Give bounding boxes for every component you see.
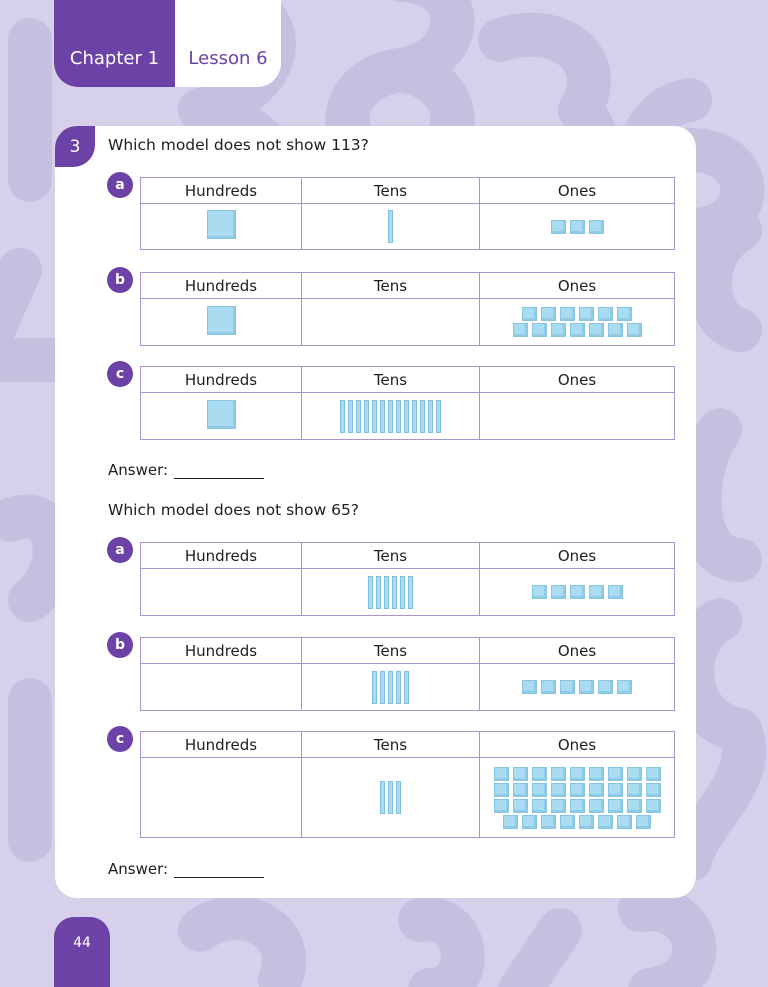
ones-cube — [598, 307, 613, 321]
answer-line — [108, 461, 264, 479]
ones-cube-row — [480, 782, 674, 798]
ones-cube — [579, 815, 594, 829]
option-badge-b: b — [107, 632, 133, 658]
ones-cube-row — [480, 798, 674, 814]
ones-cube — [532, 783, 547, 797]
answer-label: Answer: — [108, 461, 169, 479]
option-badge-b: b — [107, 267, 133, 293]
ones-cube — [532, 767, 547, 781]
ones-cube — [589, 220, 604, 234]
lesson-label: Lesson 6 — [188, 48, 268, 69]
ones-cube — [541, 307, 556, 321]
tens-rod-block — [372, 400, 377, 433]
tens-rod-block — [340, 400, 345, 433]
tens-rod-block — [436, 400, 441, 433]
answer-blank[interactable] — [174, 477, 264, 479]
column-header-tens: Tens — [302, 273, 480, 299]
chapter-lesson-tab — [54, 0, 281, 87]
ones-cube — [617, 680, 632, 694]
ones-cube — [617, 307, 632, 321]
tens-rod-block — [388, 400, 393, 433]
ones-cube — [570, 585, 585, 599]
ones-cube — [589, 799, 604, 813]
place-value-table — [140, 366, 675, 440]
ones-cube — [513, 323, 528, 337]
option-badge-a: a — [107, 537, 133, 563]
ones-cube — [503, 815, 518, 829]
tens-rod-block — [376, 576, 381, 609]
column-header-tens: Tens — [302, 543, 480, 569]
hundreds-flat-block — [207, 306, 236, 335]
column-header-hundreds: Hundreds — [141, 732, 302, 758]
ones-cube — [627, 767, 642, 781]
tens-rod-block — [396, 781, 401, 814]
ones-cube — [608, 783, 623, 797]
table-body-row — [141, 569, 675, 616]
ones-cube-row — [480, 766, 674, 782]
table-header-row — [141, 367, 675, 393]
ones-cube — [579, 307, 594, 321]
option-badge-c: c — [107, 361, 133, 387]
tens-cell — [302, 393, 480, 440]
ones-cube — [598, 815, 613, 829]
tens-rod-block — [404, 400, 409, 433]
page-number: 44 — [54, 917, 110, 987]
hundreds-cell — [141, 664, 302, 711]
question-number-badge: 3 — [55, 126, 95, 167]
ones-cube — [494, 783, 509, 797]
hundreds-flat-block — [207, 400, 236, 429]
ones-cube — [570, 767, 585, 781]
column-header-ones: Ones — [480, 543, 675, 569]
ones-cube — [560, 307, 575, 321]
tens-rod-block — [356, 400, 361, 433]
table-body-row — [141, 204, 675, 250]
ones-cell — [480, 569, 675, 616]
ones-cube — [494, 767, 509, 781]
ones-cube — [551, 799, 566, 813]
place-value-table — [140, 177, 675, 250]
ones-cube — [551, 783, 566, 797]
hundreds-cell — [141, 299, 302, 346]
tens-rod-block — [372, 671, 377, 704]
ones-cube — [551, 767, 566, 781]
ones-cube — [551, 220, 566, 234]
hundreds-flat-block — [207, 210, 236, 239]
column-header-hundreds: Hundreds — [141, 638, 302, 664]
column-header-hundreds: Hundreds — [141, 543, 302, 569]
ones-cube — [646, 783, 661, 797]
ones-cube — [513, 799, 528, 813]
table-header-row — [141, 178, 675, 204]
column-header-ones: Ones — [480, 638, 675, 664]
question-text: Which model does not show 113? — [108, 136, 369, 154]
table-body-row — [141, 299, 675, 346]
table-header-row — [141, 638, 675, 664]
tens-rod-block — [396, 671, 401, 704]
ones-cube — [551, 323, 566, 337]
tens-cell — [302, 664, 480, 711]
ones-cube — [532, 323, 547, 337]
ones-cube — [570, 323, 585, 337]
column-header-tens: Tens — [302, 638, 480, 664]
ones-cube — [513, 767, 528, 781]
tens-rod-block — [400, 576, 405, 609]
ones-cube — [598, 680, 613, 694]
tens-rod-block — [404, 671, 409, 704]
question-text: Which model does not show 65? — [108, 501, 360, 519]
hundreds-cell — [141, 569, 302, 616]
ones-cube — [608, 323, 623, 337]
ones-cube — [522, 307, 537, 321]
ones-cube — [608, 799, 623, 813]
table-body-row — [141, 393, 675, 440]
ones-cube — [589, 783, 604, 797]
ones-cell — [480, 204, 675, 250]
tens-rod-block — [380, 671, 385, 704]
ones-cube — [627, 799, 642, 813]
column-header-tens: Tens — [302, 732, 480, 758]
tens-rod-block — [388, 781, 393, 814]
answer-line — [108, 860, 264, 878]
place-value-table — [140, 637, 675, 711]
option-badge-a: a — [107, 172, 133, 198]
ones-cell — [480, 664, 675, 711]
tens-rod-block — [420, 400, 425, 433]
ones-cube — [617, 815, 632, 829]
ones-cube — [522, 815, 537, 829]
tens-rod-block — [388, 671, 393, 704]
tens-rod-block — [380, 781, 385, 814]
ones-cube — [513, 783, 528, 797]
column-header-ones: Ones — [480, 732, 675, 758]
tens-rod-block — [380, 400, 385, 433]
column-header-ones: Ones — [480, 273, 675, 299]
tens-rod-block — [348, 400, 353, 433]
chapter-label: Chapter 1 — [54, 0, 175, 87]
column-header-ones: Ones — [480, 178, 675, 204]
ones-cube — [541, 680, 556, 694]
ones-cube — [522, 680, 537, 694]
ones-cube — [646, 767, 661, 781]
table-header-row — [141, 273, 675, 299]
option-badge-c: c — [107, 726, 133, 752]
hundreds-cell — [141, 393, 302, 440]
ones-cube — [608, 585, 623, 599]
ones-cell — [480, 393, 675, 440]
ones-cube — [570, 799, 585, 813]
ones-cube-row — [480, 219, 674, 235]
ones-cube — [646, 799, 661, 813]
tens-rod-block — [428, 400, 433, 433]
place-value-table — [140, 272, 675, 346]
tens-cell — [302, 204, 480, 250]
tens-rod-block — [368, 576, 373, 609]
tens-cell — [302, 299, 480, 346]
tens-rod-block — [392, 576, 397, 609]
column-header-tens: Tens — [302, 367, 480, 393]
ones-cube — [627, 323, 642, 337]
tens-rod-block — [388, 210, 393, 243]
ones-cube — [570, 220, 585, 234]
column-header-hundreds: Hundreds — [141, 273, 302, 299]
tens-rod-block — [364, 400, 369, 433]
ones-cube-row — [480, 679, 674, 695]
table-body-row — [141, 758, 675, 838]
ones-cell — [480, 299, 675, 346]
ones-cube — [589, 323, 604, 337]
tens-cell — [302, 569, 480, 616]
column-header-hundreds: Hundreds — [141, 367, 302, 393]
ones-cube — [570, 783, 585, 797]
hundreds-cell — [141, 204, 302, 250]
ones-cube — [532, 799, 547, 813]
column-header-ones: Ones — [480, 367, 675, 393]
column-header-hundreds: Hundreds — [141, 178, 302, 204]
ones-cube — [560, 815, 575, 829]
place-value-table — [140, 542, 675, 616]
ones-cube — [608, 767, 623, 781]
ones-cube — [560, 680, 575, 694]
ones-cube — [579, 680, 594, 694]
ones-cube — [541, 815, 556, 829]
table-header-row — [141, 543, 675, 569]
hundreds-cell — [141, 758, 302, 838]
column-header-tens: Tens — [302, 178, 480, 204]
tens-cell — [302, 758, 480, 838]
tens-rod-block — [396, 400, 401, 433]
tens-rod-block — [384, 576, 389, 609]
ones-cube — [636, 815, 651, 829]
tens-rod-block — [408, 576, 413, 609]
ones-cube — [589, 767, 604, 781]
ones-cube — [589, 585, 604, 599]
answer-blank[interactable] — [174, 876, 264, 878]
ones-cube-row — [480, 814, 674, 830]
place-value-table — [140, 731, 675, 838]
answer-label: Answer: — [108, 860, 169, 878]
table-header-row — [141, 732, 675, 758]
ones-cube — [532, 585, 547, 599]
ones-cube-row — [480, 584, 674, 600]
ones-cube — [551, 585, 566, 599]
ones-cube — [627, 783, 642, 797]
table-body-row — [141, 664, 675, 711]
ones-cube — [494, 799, 509, 813]
ones-cell — [480, 758, 675, 838]
tens-rod-block — [412, 400, 417, 433]
ones-cube-row — [480, 306, 674, 322]
ones-cube-row — [480, 322, 674, 338]
